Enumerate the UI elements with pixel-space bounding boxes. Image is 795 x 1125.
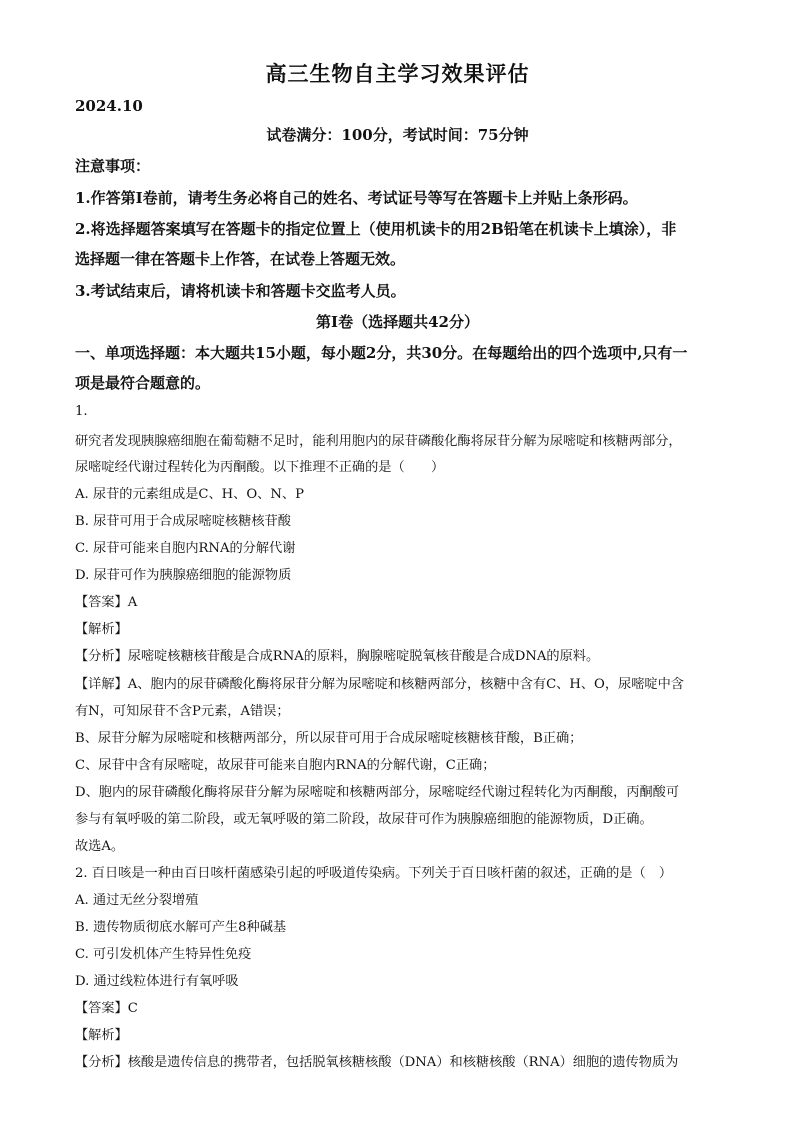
detail-line: C、尿苷中含有尿嘧啶，故尿苷可能来自胞内RNA的分解代谢，C正确； bbox=[75, 758, 496, 773]
answer: 【答案】C bbox=[75, 1001, 138, 1016]
page-title: 高三生物自主学习效果评估 bbox=[265, 61, 530, 86]
section-instruction: 一、单项选择题：本大题共15小题，每小题2分，共30分。在每题给出的四个选项中,只有一 bbox=[75, 344, 688, 362]
detail-line: 有N，可知尿苷不含P元素，A错误； bbox=[75, 704, 290, 719]
question-number: 1. bbox=[75, 404, 88, 419]
detail-line: B、尿苷分解为尿嘧啶和核糖两部分，所以尿苷可用于合成尿嘧啶核糖核苷酸，B正确； bbox=[75, 731, 583, 746]
notice-item: 选择题一律在答题卡上作答，在试卷上答题无效。 bbox=[75, 250, 406, 268]
question-stem: 研究者发现胰腺癌细胞在葡萄糖不足时，能利用胞内的尿苷磷酸化酶将尿苷分解为尿嘧啶和核糖两部分， bbox=[75, 434, 682, 449]
notice-item: 3.考试结束后，请将机读卡和答题卡交监考人员。 bbox=[75, 282, 406, 300]
detail-line: D、胞内的尿苷磷酸化酶将尿苷分解为尿嘧啶和核糖两部分，尿嘧啶经代谢过程转化为丙酮酸，丙酮酸可 bbox=[75, 785, 680, 800]
notice-item: 1.作答第Ⅰ卷前，请考生务必将自己的姓名、考试证号等写在答题卡上并贴上条形码。 bbox=[75, 189, 638, 207]
option: B. 遗传物质彻底水解可产生8种碱基 bbox=[75, 920, 287, 935]
notice-item: 2.将选择题答案填写在答题卡的指定位置上（使用机读卡的用2B铅笔在机读卡上填涂），非 bbox=[75, 220, 677, 238]
option: D. 尿苷可作为胰腺癌细胞的能源物质 bbox=[75, 568, 292, 583]
detail-line: 故选A。 bbox=[75, 839, 125, 854]
section-title: 第Ⅰ卷（选择题共42分） bbox=[316, 313, 479, 331]
analysis: 【分析】核酸是遗传信息的携带者，包括脱氧核糖核酸（DNA）和核糖核酸（RNA）细胞的遗传物质为 bbox=[75, 1055, 679, 1070]
analysis-label: 【解析】 bbox=[75, 622, 128, 637]
answer: 【答案】A bbox=[75, 595, 138, 610]
question-stem: 2. 百日咳是一种由百日咳杆菌感染引起的呼吸道传染病。下列关于百日咳杆菌的叙述，正确的是（ ） bbox=[75, 866, 673, 881]
analysis: 【分析】尿嘧啶核糖核苷酸是合成RNA的原料，胸腺嘧啶脱氧核苷酸是合成DNA的原料。 bbox=[75, 649, 600, 664]
question-stem: 尿嘧啶经代谢过程转化为丙酮酸。以下推理不正确的是（ ） bbox=[75, 460, 445, 475]
analysis-label: 【解析】 bbox=[75, 1028, 128, 1043]
exam-subtitle: 试卷满分：100分，考试时间：75分钟 bbox=[266, 126, 529, 144]
notice-heading: 注意事项： bbox=[75, 157, 151, 175]
option: C. 可引发机体产生特异性免疫 bbox=[75, 947, 252, 962]
option: C. 尿苷可能来自胞内RNA的分解代谢 bbox=[75, 541, 296, 556]
option: D. 通过线粒体进行有氧呼吸 bbox=[75, 974, 239, 989]
detail-line: 【详解】A、胞内的尿苷磷酸化酶将尿苷分解为尿嘧啶和核糖两部分，核糖中含有C、H、O，尿嘧啶中含 bbox=[75, 677, 684, 692]
section-instruction: 项是最符合题意的。 bbox=[75, 374, 211, 392]
option: A. 尿苷的元素组成是C、H、O、N、P bbox=[75, 487, 304, 502]
option: B. 尿苷可用于合成尿嘧啶核糖核苷酸 bbox=[75, 514, 291, 529]
detail-line: 参与有氧呼吸的第二阶段，或无氧呼吸的第二阶段，故尿苷可作为胰腺癌细胞的能源物质，D正确。 bbox=[75, 812, 653, 827]
exam-date: 2024.10 bbox=[75, 97, 143, 115]
option: A. 通过无丝分裂增殖 bbox=[75, 893, 199, 908]
